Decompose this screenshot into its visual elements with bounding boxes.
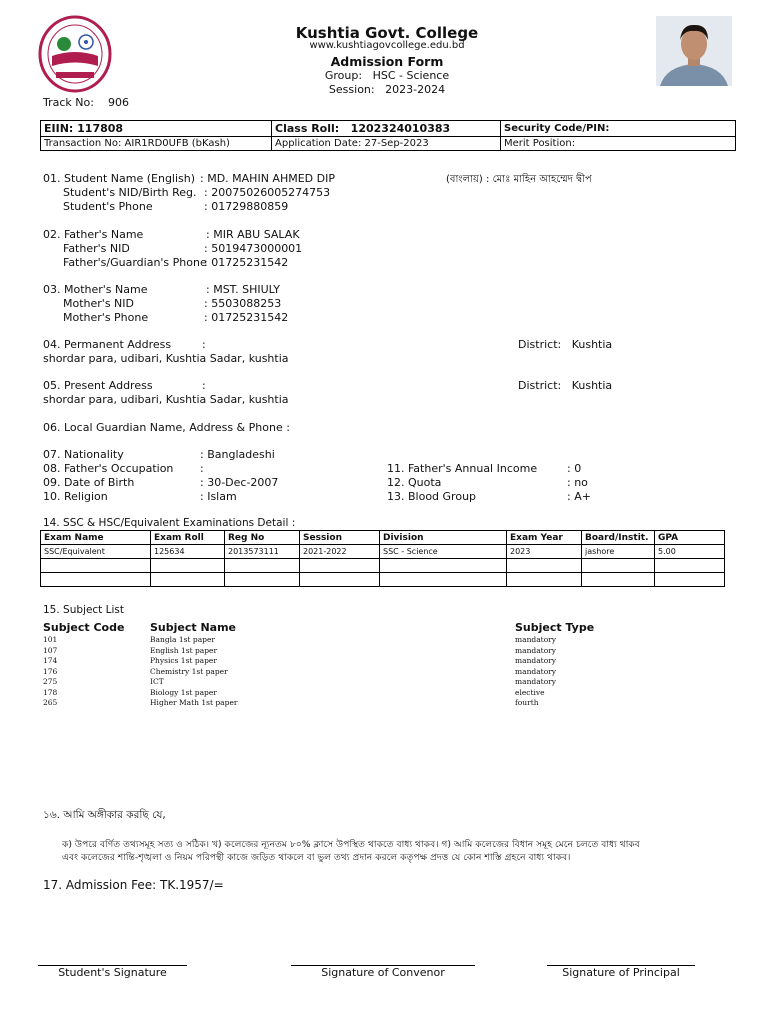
list-item: mandatory <box>515 666 557 676</box>
list-item: Physics 1st paper <box>150 656 217 665</box>
list-item: 265 <box>43 698 58 707</box>
exam-header-cell: Division <box>380 531 507 545</box>
list-item: mandatory <box>515 677 557 686</box>
list-item: Chemistry 1st paper <box>150 666 228 676</box>
present-district <box>518 379 612 392</box>
blood-label: 13. Blood Group <box>387 490 477 503</box>
student-phone-value: : 01729880859 <box>204 200 289 213</box>
track-label: Track No: <box>43 96 94 109</box>
religion-value: : Islam <box>200 490 237 503</box>
form-title: Admission Form <box>330 54 444 69</box>
father-nid-label: Father's NID <box>63 242 130 255</box>
college-website: www.kushtiagovcollege.edu.bd <box>309 40 465 51</box>
exam-cell <box>225 573 300 587</box>
student-name-label: 01. Student Name (English) <box>43 172 196 185</box>
group-label: Group: <box>324 69 363 82</box>
permanent-address-value: shordar para, udibari, Kushtia Sadar, kushtia <box>43 352 289 365</box>
class-roll-value: 1202324010383 <box>350 122 451 135</box>
present-district-value: Kushtia <box>571 379 613 392</box>
dob-value: : 30-Dec-2007 <box>200 476 279 489</box>
list-item: ICT <box>150 677 164 686</box>
mother-phone-label: Mother's Phone <box>63 311 149 324</box>
declaration-title: ১৬. আমি অঙ্গীকার করছি যে, <box>43 809 166 821</box>
exam-cell <box>380 559 507 573</box>
subject-code-column <box>43 635 57 709</box>
mother-nid-label: Mother's NID <box>63 297 134 310</box>
list-item: Biology 1st paper <box>150 687 217 697</box>
permanent-district-label: District: <box>518 338 562 351</box>
religion-label: 10. Religion <box>43 490 108 503</box>
permanent-district <box>518 338 612 351</box>
class-roll-label: Class Roll: <box>275 122 340 135</box>
mother-nid-value: : 5503088253 <box>204 297 282 310</box>
exam-cell: 125634 <box>151 545 225 559</box>
exam-header-cell: Exam Name <box>41 531 151 545</box>
table-row <box>41 559 725 573</box>
subject-name-header: Subject Name <box>150 621 237 634</box>
principal-signature-label: Signature of Principal <box>562 966 680 979</box>
list-item: mandatory <box>515 656 557 665</box>
eiin-cell: EIIN: 117808 <box>41 121 272 137</box>
list-item: English 1st paper <box>150 645 218 655</box>
exam-header-cell: GPA <box>655 531 725 545</box>
exam-cell <box>151 559 225 573</box>
exam-cell <box>225 559 300 573</box>
list-item: 176 <box>43 666 58 676</box>
exam-cell: SSC/Equivalent <box>41 545 151 559</box>
bangla-label: (বাংলায়) : <box>446 174 490 185</box>
quota-value: : no <box>567 476 588 489</box>
list-item: mandatory <box>515 645 557 655</box>
student-nid-value: : 20075026005274753 <box>204 186 331 199</box>
subject-type-column <box>515 635 556 709</box>
mother-phone-value: : 01725231542 <box>204 311 289 324</box>
track-value: 906 <box>107 96 129 109</box>
admission-fee: 17. Admission Fee: TK.1957/= <box>43 878 224 892</box>
info-table <box>40 120 736 151</box>
subject-code-header: Subject Code <box>43 621 125 634</box>
exam-cell: SSC - Science <box>380 545 507 559</box>
exam-cell: jashore <box>582 545 655 559</box>
exam-cell <box>380 573 507 587</box>
permanent-address-colon: : <box>202 338 206 351</box>
exam-cell <box>507 559 582 573</box>
list-item: fourth <box>515 698 539 707</box>
subject-name-column <box>150 635 237 709</box>
list-item: 101 <box>43 635 58 644</box>
exam-cell <box>151 573 225 587</box>
exams-title: 14. SSC & HSC/Equivalent Examinations Detail : <box>43 517 296 529</box>
session-label: Session: <box>328 83 375 96</box>
bangla-value: মোঃ মাহিন আহম্মেদ দ্বীপ <box>492 174 592 185</box>
exam-header-cell: Board/Instit. <box>582 531 655 545</box>
declaration-line-2: এবং কলেজের শান্তি-শৃঙ্খলা ও নিয়ম পরিপন্থী কাজে জড়িত থাকলে বা ভুল তথ্য প্রদান করলে কতৃপক্ষ প্রদত্ত যে কোন শাস্তি গ্রহনে বাধ্য থাকব। <box>62 852 571 863</box>
present-address-label: 05. Present Address <box>43 379 153 392</box>
transaction-cell: Transaction No: AIR1RD0UFB (bKash) <box>41 137 272 151</box>
list-item: 107 <box>43 645 58 655</box>
exam-header-row <box>41 531 725 545</box>
exam-header-cell: Exam Roll <box>151 531 225 545</box>
exam-cell <box>300 559 380 573</box>
exam-cell <box>41 573 151 587</box>
permanent-district-value: Kushtia <box>571 338 613 351</box>
exam-header-cell: Exam Year <box>507 531 582 545</box>
nationality-label: 07. Nationality <box>43 448 124 461</box>
father-nid-value: : 5019473000001 <box>204 242 303 255</box>
exam-cell <box>655 559 725 573</box>
quota-label: 12. Quota <box>387 476 442 489</box>
permanent-address-label: 04. Permanent Address <box>43 338 172 351</box>
exam-header-cell: Reg No <box>225 531 300 545</box>
blood-value: : A+ <box>567 490 591 503</box>
present-address-colon: : <box>202 379 206 392</box>
occupation-value: : <box>200 462 204 475</box>
merit-cell: Merit Position: <box>501 137 736 151</box>
table-row <box>41 545 725 559</box>
list-item: 275 <box>43 677 58 686</box>
father-name-value: : MIR ABU SALAK <box>206 228 300 241</box>
father-phone-label: Father's/Guardian's Phone <box>63 256 207 269</box>
present-district-label: District: <box>518 379 562 392</box>
list-item: elective <box>515 687 545 697</box>
list-item: mandatory <box>515 635 557 644</box>
list-item: Higher Math 1st paper <box>150 698 238 707</box>
exam-cell <box>582 573 655 587</box>
present-address-value: shordar para, udibari, Kushtia Sadar, kushtia <box>43 393 289 406</box>
session-line <box>0 83 768 96</box>
convenor-signature-label: Signature of Convenor <box>321 966 445 979</box>
nationality-value: : Bangladeshi <box>200 448 275 461</box>
security-cell: Security Code/PIN: <box>501 121 736 137</box>
father-name-label: 02. Father's Name <box>43 228 144 241</box>
student-phone-label: Student's Phone <box>63 200 153 213</box>
exam-cell <box>655 573 725 587</box>
student-signature-label: Student's Signature <box>58 966 167 979</box>
list-item: Bangla 1st paper <box>150 635 215 644</box>
student-photo <box>656 16 732 86</box>
father-phone-value: : 01725231542 <box>204 256 289 269</box>
student-nid-label: Student's NID/Birth Reg. <box>63 186 197 199</box>
student-name-value: : MD. MAHIN AHMED DIP <box>200 172 335 185</box>
app-date-cell: Application Date: 27-Sep-2023 <box>272 137 501 151</box>
exam-cell: 2021-2022 <box>300 545 380 559</box>
occupation-label: 08. Father's Occupation <box>43 462 174 475</box>
income-value: : 0 <box>567 462 582 475</box>
exam-cell: 5.00 <box>655 545 725 559</box>
class-roll-cell <box>272 121 501 137</box>
track-line <box>43 96 129 109</box>
session-value: 2023-2024 <box>385 83 446 96</box>
exam-header-cell: Session <box>300 531 380 545</box>
student-bangla-name <box>446 172 592 189</box>
mother-name-value: : MST. SHIULY <box>206 283 281 296</box>
exam-table <box>40 530 725 587</box>
exam-cell <box>41 559 151 573</box>
exam-cell <box>582 559 655 573</box>
table-row <box>41 573 725 587</box>
subject-type-header: Subject Type <box>515 621 595 634</box>
exam-cell <box>507 573 582 587</box>
group-value: HSC - Science <box>372 69 450 82</box>
college-name: Kushtia Govt. College <box>295 24 479 42</box>
exam-cell: 2013573111 <box>225 545 300 559</box>
list-item: 174 <box>43 656 58 665</box>
group-line <box>0 69 768 82</box>
exam-cell: 2023 <box>507 545 582 559</box>
income-label: 11. Father's Annual Income <box>387 462 538 475</box>
exam-cell <box>300 573 380 587</box>
list-item: 178 <box>43 687 58 697</box>
local-guardian-label: 06. Local Guardian Name, Address & Phone : <box>43 421 290 434</box>
dob-label: 09. Date of Birth <box>43 476 135 489</box>
declaration-line-1: ক) উপরে বর্ণিত তথ্যসমূহ সত্য ও সঠিক। খ) কলেজের ন্যূনতম ৮০% ক্লাসে উপস্থিত থাকতে বাধ্য থাকব। গ) আমি কলেজের বিধান সমূহ মেনে চলতে বাধ্য থাকব <box>62 839 640 850</box>
mother-name-label: 03. Mother's Name <box>43 283 148 296</box>
subjects-title: 15. Subject List <box>43 604 124 616</box>
